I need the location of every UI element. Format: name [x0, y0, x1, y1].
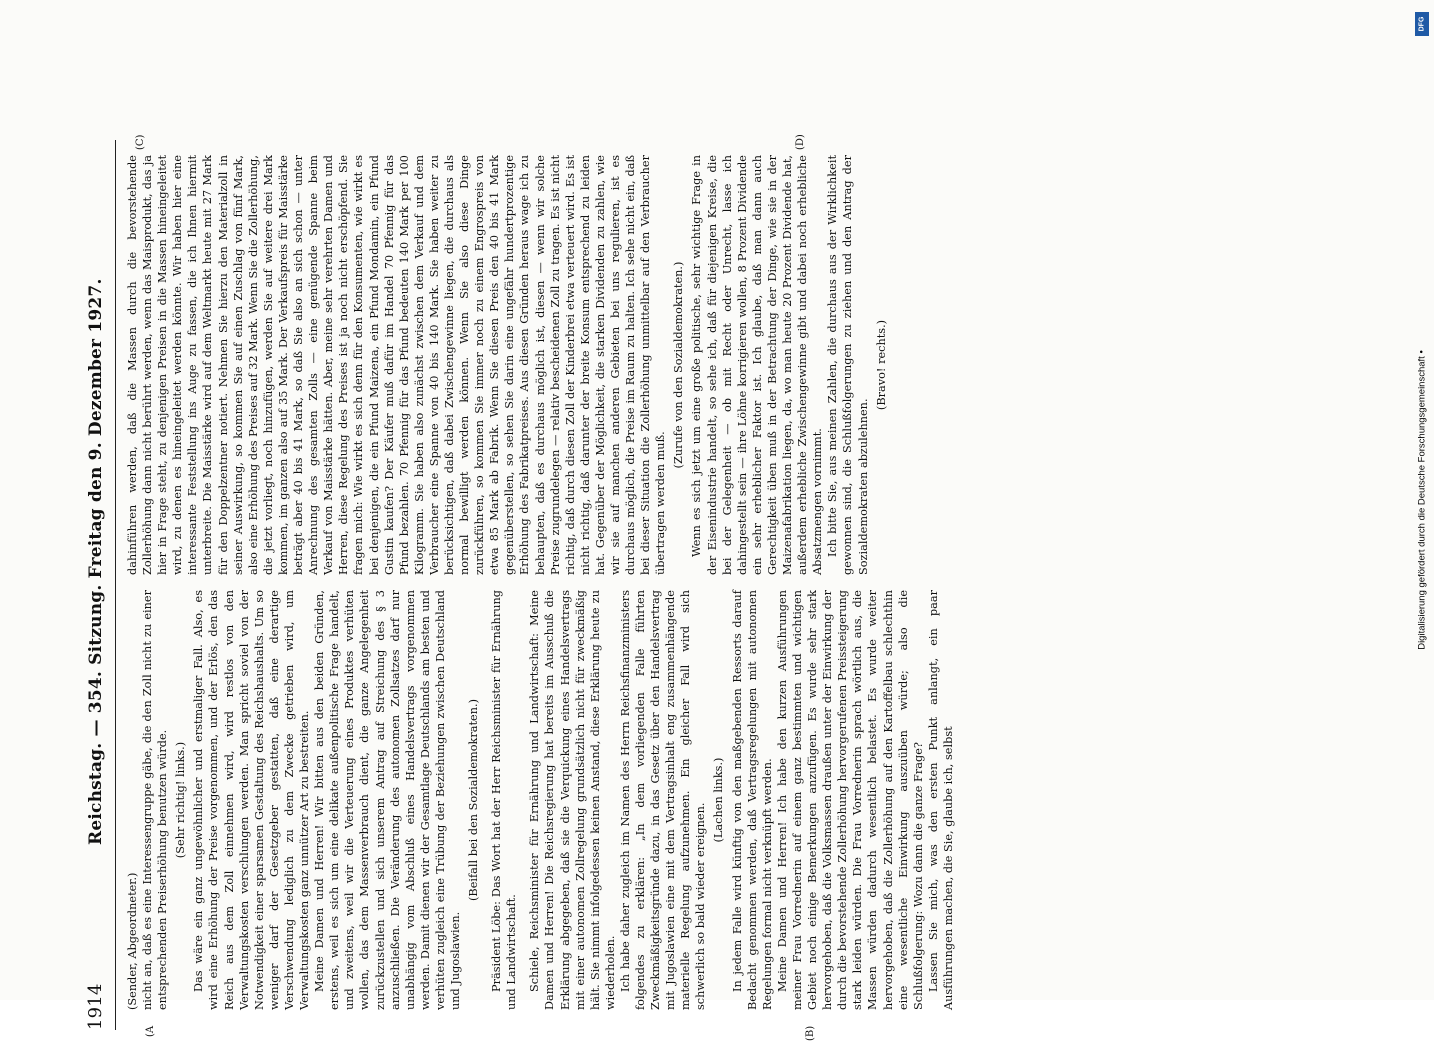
page-number: 1914 [85, 983, 106, 1030]
margin-marker-b: (B) [805, 1025, 816, 1041]
paragraph: nicht an, daß es eine Interessengruppe gäbe, die den Zoll nicht zu einer entsprechenden Preiserhöhung benutzen würde. [141, 590, 170, 1010]
reaction: (Bravo! rechts.) [874, 319, 888, 411]
paragraph: Ich bitte Sie, aus meinen Zahlen, die durchaus aus der Wirklichkeit gewonnen sind, die Schlußfolgerungen zu ziehen und den Antrag der Sozialdemokraten abzulehnen. [826, 155, 870, 575]
paragraph: Das wäre ein ganz ungewöhnlicher und erstmaliger Fall. Also, es wird eine Erhöhung der Preise vorgenommen, und der Erlös, den das Reich aus dem Zoll einnehmen wird, wird restlos von den Verwaltungskosten verschlungen werden. Man spricht soviel von der Notwendigkeit einer sparsamen Gestaltung des Reichshaushalts. Um so weniger darf der Gesetzgeber gestatten, daß eine derartige Verschwendung lediglich zu dem Zwecke getrieben wird, um Verwaltungskosten ganz unnützer Art zu bestreiten. [192, 590, 312, 1010]
paragraph: Wenn es sich jetzt um eine große politische, sehr wichtige Frage in der Eisenindustrie handelt, so sehe ich, daß für diejenigen Kreise, die bei der Gelegenheit — ob mit Recht oder Unrecht, lasse ich dahingestellt sein — ihre Löhne korrigieren wollen, 8 Prozent Dividende ein sehr erheblicher Faktor ist. Ich glaube, daß man dann auch Gerechtigkeit üben muß in der Betrachtung der Dinge, wie sie in der Maizenafabrikation liegen, da, wo man heute 20 Prozent Dividende hat, außerdem erhebliche Zwischengewinne gibt und dabei noch erhebliche Absatzmengen vornimmt. [690, 155, 825, 575]
reaction: (Zurufe von den Sozialdemokraten.) [672, 261, 686, 469]
paragraph: In jedem Falle wird künftig von den maßgebenden Ressorts darauf Bedacht genommen werden, daß Vertragsregelungen mit autonomen Regelungen formal nicht verknüpft werden. [730, 590, 774, 1010]
paragraph: Meine Damen und Herren! Wir bitten aus den beiden Gründen, erstens, weil es sich um eine delikate außenpolitische Frage handelt, und zweitens, weil wir die Verteuerung eines Produktes verhüten wollen, das dem Massenverbrauch dient, die ganze Angelegenheit zurückzustellen und sich unserem Antrag auf Streichung des § 3 anzuschließen. Die Veränderung des autonomen Zollsatzes darf nur unabhängig vom Abschluß eines Handelsvertrags vorgenommen werden. Damit dienen wir der Gesamtlage Deutschlands am besten und verhüten zugleich eine Trübung der Beziehungen zwischen Deutschland und Jugoslawien. [313, 590, 462, 1010]
paragraph: Meine Damen und Herren! Ich habe den kurzen Ausführungen meiner Frau Vorrednerin auf einem ganz bestimmten und wichtigen Gebiet noch einige Bemerkungen anzufügen. Es wurde sehr stark hervorgehoben, daß die Volksmassen draußen unter der Einwirkung der durch die bevorstehende Zollerhöhung hervorgerufenen Preissteigerung stark leiden würden. Die Frau Vorrednerin sprach wörtlich aus, die Massen würden dadurch wesentlich belastet. Es wurde weiter hervorgehoben, daß die Zollerhöhung auf den Kartoffelbau schlechthin eine wesentliche Einwirkung auszuüben würde; also die Schlußfolgerung: Wozu dann die ganze Frage? [775, 590, 925, 1010]
margin-marker-a: (A [145, 1025, 156, 1037]
paragraph: Präsident Löbe: Das Wort hat der Herr Reichsminister für Ernährung und Landwirtschaft. [490, 590, 519, 1010]
speaker-label: (Sender, Abgeordneter.) [126, 872, 139, 1010]
right-column [125, 155, 892, 575]
page-title: Reichstag. — 354. Sitzung. Freitag den 9. Dezember 1927. [86, 278, 106, 845]
paragraph: Schiele, Reichsminister für Ernährung und Landwirtschaft: Meine Damen und Herren! Die Reichsregierung hat bereits im Ausschuß die Erklärung abgegeben, daß sie die Verquickung eines Handelsvertrags mit einer autonomen Zollregelung grundsätzlich nicht für zweckmäßig hält. Sie nimmt infolgedessen keinen Anstand, diese Erklärung heute zu wiederholen. [528, 590, 617, 1010]
page-header [85, 140, 116, 1030]
reaction: (Beifall bei den Sozialdemokraten.) [467, 699, 481, 902]
reaction: (Sehr richtig! links.) [174, 741, 188, 859]
dfg-notice [1414, 12, 1430, 988]
margin-marker-d: (D) [795, 134, 806, 150]
paragraph: dahinführen werden, daß die Massen durch die bevorstehende Zollerhöhung dann nicht berührt werden, wenn das Maisprodukt, das ja hier in Frage steht, zu denjenigen Preisen in die Massen hineingeleitet wird, zu denen es hineingeleitet werden könnte. Wir haben hier eine interessante Feststellung ins Auge zu fassen, die ich Ihnen hiermit unterbreite. Die Maisstärke wird auf dem Weltmarkt heute mit 27 Mark für den Doppelzentner notiert. Nehmen Sie hierzu den Materialzoll in seiner Auswirkung, so kommen Sie auf einen Zuschlag von fünf Mark, also eine Erhöhung des Preises auf 32 Mark. Wenn Sie die Zollerhöhung, die jetzt vorliegt, noch hinzufügen, werden Sie auf weitere drei Mark kommen, im ganzen also auf 35 Mark. Der Verkaufspreis für Maisstärke beträgt aber 40 bis 41 Mark, so daß Sie also an sich schon — unter Anrechnung des gesamten Zolls — eine genügende Spanne beim Verkauf von Maisstärke hätten. Aber, meine sehr verehrten Damen und Herren, diese Regelung des Preises ist ja noch nicht erschöpfend. Sie fragen mich: Wie wirkt es sich denn für den Konsumenten, wie wirkt es bei denjenigen, die ein Pfund Maizena, ein Pfund Mondamin, ein Pfund Gustin kaufen? Der Käufer muß dafür im Handel 70 Pfennig für das Pfund bezahlen. 70 Pfennig für das Pfund bedeuten 140 Mark per 100 Kilogramm. Sie haben also zunächst zwischen dem Verkauf und dem Verbraucher eine Spanne von 40 bis 140 Mark. Sie haben weiter zu berücksichtigen, daß dabei Zwischengewinne liegen, die durchaus als normal bewilligt werden können. Wenn Sie also diese Dinge zurückführen, so kommen Sie immer noch zu einem Engrospreis von etwa 85 Mark ab Fabrik. Wenn Sie diesen Preis den 40 bis 41 Mark gegenüberstellen, so sehen Sie darin eine ungefähr hundertprozentige Erhöhung des Fabrikatpreises. Aus diesen Gründen heraus wage ich zu behaupten, daß es durchaus möglich ist, diesen — wenn wir solche Preise zugrundelegen — relativ bescheidenen Zoll zu tragen. Es ist nicht richtig, daß durch diesen Zoll der Kinderbrei etwa verteuert wird. Es ist nicht richtig, daß darunter der breite Konsum entsprechend zu leiden hat. Gegenüber der Möglichkeit, die starken Dividenden zu zahlen, wie wir sie auf manchen anderen Gebieten bei uns regulieren, ist es durchaus möglich, die Preise im Raum zu halten. Ich sehe nicht ein, daß bei dieser Situation die Zollerhöhung unmittelbar auf den Verbraucher übertragen werden muß. [126, 155, 668, 575]
margin-marker-c: (C) [135, 134, 146, 150]
left-column [125, 590, 956, 1010]
paragraph: Lassen Sie mich, was den ersten Punkt anlangt, ein paar Ausführungen machen, die Sie, glaube ich, selbst [926, 590, 955, 1010]
dfg-notice-text: Digitalisierung gefördert durch die Deutsche Forschungsgemeinschaft • [1416, 350, 1428, 650]
rotated-page [85, 135, 1415, 1045]
reaction: (Lachen links.) [712, 757, 726, 843]
dfg-logo-icon: DFG [1415, 12, 1429, 36]
paragraph: Ich habe daher zugleich im Namen des Herrn Reichsfinanzministers folgendes zu erklären: „In dem vorliegenden Falle führten Zweckmäßigkeitsgründe dazu, in das Gesetz über den Handelsvertrag mit Jugoslawien eine mit dem Vertragsinhalt eng zusammenhängende materielle Regelung aufzunehmen. Ein gleicher Fall wird sich schwerlich so bald wieder ereignen. [618, 590, 708, 1010]
